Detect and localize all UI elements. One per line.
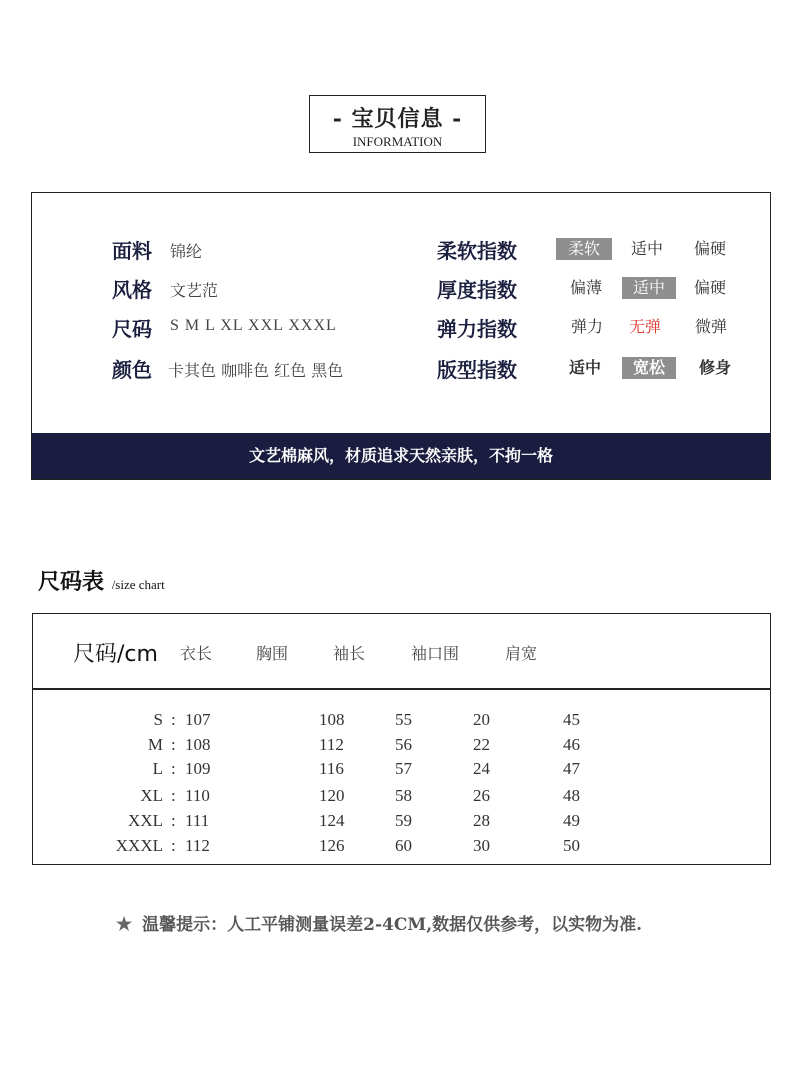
measure-cell: 108 — [319, 710, 345, 729]
fabric-label: 面料 — [112, 239, 152, 263]
measure-cell: 26 — [473, 786, 490, 805]
fabric-value: 锦纶 — [170, 242, 203, 261]
size-chart-title — [38, 565, 165, 596]
info-row-color — [32, 352, 770, 384]
separator: : — [171, 759, 176, 778]
softness-option-soft: 柔软 — [556, 238, 612, 260]
softness-option-hard: 偏硬 — [693, 239, 726, 258]
measure-cell: 20 — [473, 710, 490, 729]
measure-cell: 48 — [563, 786, 580, 805]
header-chest: 胸围 — [256, 644, 289, 663]
measure-cell: 58 — [395, 786, 412, 805]
size-chart-title-text: 尺码表 — [38, 569, 105, 595]
header-length: 衣长 — [180, 644, 213, 663]
measure-cell: 126 — [319, 836, 345, 855]
measure-cell: 60 — [395, 836, 412, 855]
info-row-fabric — [32, 233, 770, 265]
measure-cell: 107 — [185, 710, 211, 729]
measure-cell: 30 — [473, 836, 490, 855]
style-banner: 文艺棉麻风，材质追求天然亲肤，不拘一格 — [32, 433, 770, 479]
measure-cell: 24 — [473, 759, 490, 778]
size-cell: S — [153, 710, 163, 729]
fit-option-loose: 宽松 — [622, 357, 676, 379]
measure-cell: 28 — [473, 811, 490, 830]
fit-label: 版型指数 — [437, 358, 517, 382]
table-row — [33, 759, 770, 783]
size-cell: XL — [140, 786, 163, 805]
elasticity-option-elastic: 弹力 — [570, 317, 603, 336]
measure-cell: 22 — [473, 735, 490, 754]
separator: : — [171, 811, 176, 830]
header-cuff: 袖口围 — [411, 644, 460, 663]
measure-cell: 50 — [563, 836, 580, 855]
info-subtitle: INFORMATION — [352, 134, 443, 149]
measure-cell: 112 — [185, 836, 210, 855]
fit-option-slim: 修身 — [698, 358, 731, 377]
thickness-label: 厚度指数 — [437, 278, 517, 302]
size-chart-header — [33, 614, 770, 690]
size-cell: L — [152, 759, 163, 778]
color-label: 颜色 — [112, 358, 152, 382]
thickness-option-hard: 偏硬 — [693, 278, 726, 297]
measure-cell: 45 — [563, 710, 580, 729]
table-row — [33, 735, 770, 759]
softness-label: 柔软指数 — [437, 239, 517, 263]
table-row — [33, 710, 770, 734]
style-label: 风格 — [112, 278, 152, 302]
measure-cell: 120 — [319, 786, 345, 805]
size-cell: M — [147, 735, 163, 754]
header-size-cm: 尺码/cm — [73, 642, 158, 667]
header-shoulder: 肩宽 — [505, 644, 538, 663]
size-label: 尺码 — [112, 317, 152, 341]
measure-cell: 56 — [395, 735, 412, 754]
table-row — [33, 786, 770, 810]
separator: : — [171, 710, 176, 729]
measure-cell: 47 — [563, 759, 580, 778]
measure-cell: 108 — [185, 735, 211, 754]
measure-cell: 59 — [395, 811, 412, 830]
size-cell: XXXL — [115, 836, 163, 855]
header-sleeve: 袖长 — [333, 644, 366, 663]
thickness-option-thin: 偏薄 — [569, 278, 602, 297]
measure-cell: 57 — [395, 759, 412, 778]
style-value: 文艺范 — [170, 281, 219, 300]
star-icon: ★ — [116, 914, 133, 935]
info-row-size — [32, 311, 770, 343]
measure-cell: 116 — [319, 759, 344, 778]
measure-cell: 55 — [395, 710, 412, 729]
note-text: 温馨提示：人工平铺测量误差2-4CM,数据仅供参考，以实物为准. — [142, 915, 643, 935]
color-value: 卡其色 咖啡色 红色 黑色 — [168, 361, 344, 380]
size-note — [116, 910, 642, 935]
measure-cell: 112 — [319, 735, 344, 754]
measure-cell: 110 — [185, 786, 210, 805]
info-row-style — [32, 272, 770, 304]
product-info-panel — [31, 192, 771, 480]
table-row — [33, 836, 770, 860]
size-chart-table — [32, 613, 771, 865]
size-cell: XXL — [128, 811, 163, 830]
elasticity-label: 弹力指数 — [437, 317, 517, 341]
measure-cell: 124 — [319, 811, 345, 830]
thickness-option-medium: 适中 — [622, 277, 676, 299]
elasticity-option-none: 无弹 — [628, 317, 661, 336]
softness-option-medium: 适中 — [630, 239, 663, 258]
info-title: - 宝贝信息 - — [332, 106, 463, 132]
separator: : — [171, 786, 176, 805]
measure-cell: 111 — [185, 811, 210, 830]
size-chart-subtitle: /size chart — [111, 577, 165, 592]
measure-cell: 46 — [563, 735, 580, 754]
measure-cell: 49 — [563, 811, 580, 830]
measure-cell: 109 — [185, 759, 211, 778]
info-title-box — [309, 95, 486, 153]
separator: : — [171, 735, 176, 754]
elasticity-option-slight: 微弹 — [694, 317, 727, 336]
table-row — [33, 811, 770, 835]
size-value: S M L XL XXL XXXL — [170, 317, 337, 334]
fit-option-medium: 适中 — [568, 358, 601, 377]
separator: : — [171, 836, 176, 855]
